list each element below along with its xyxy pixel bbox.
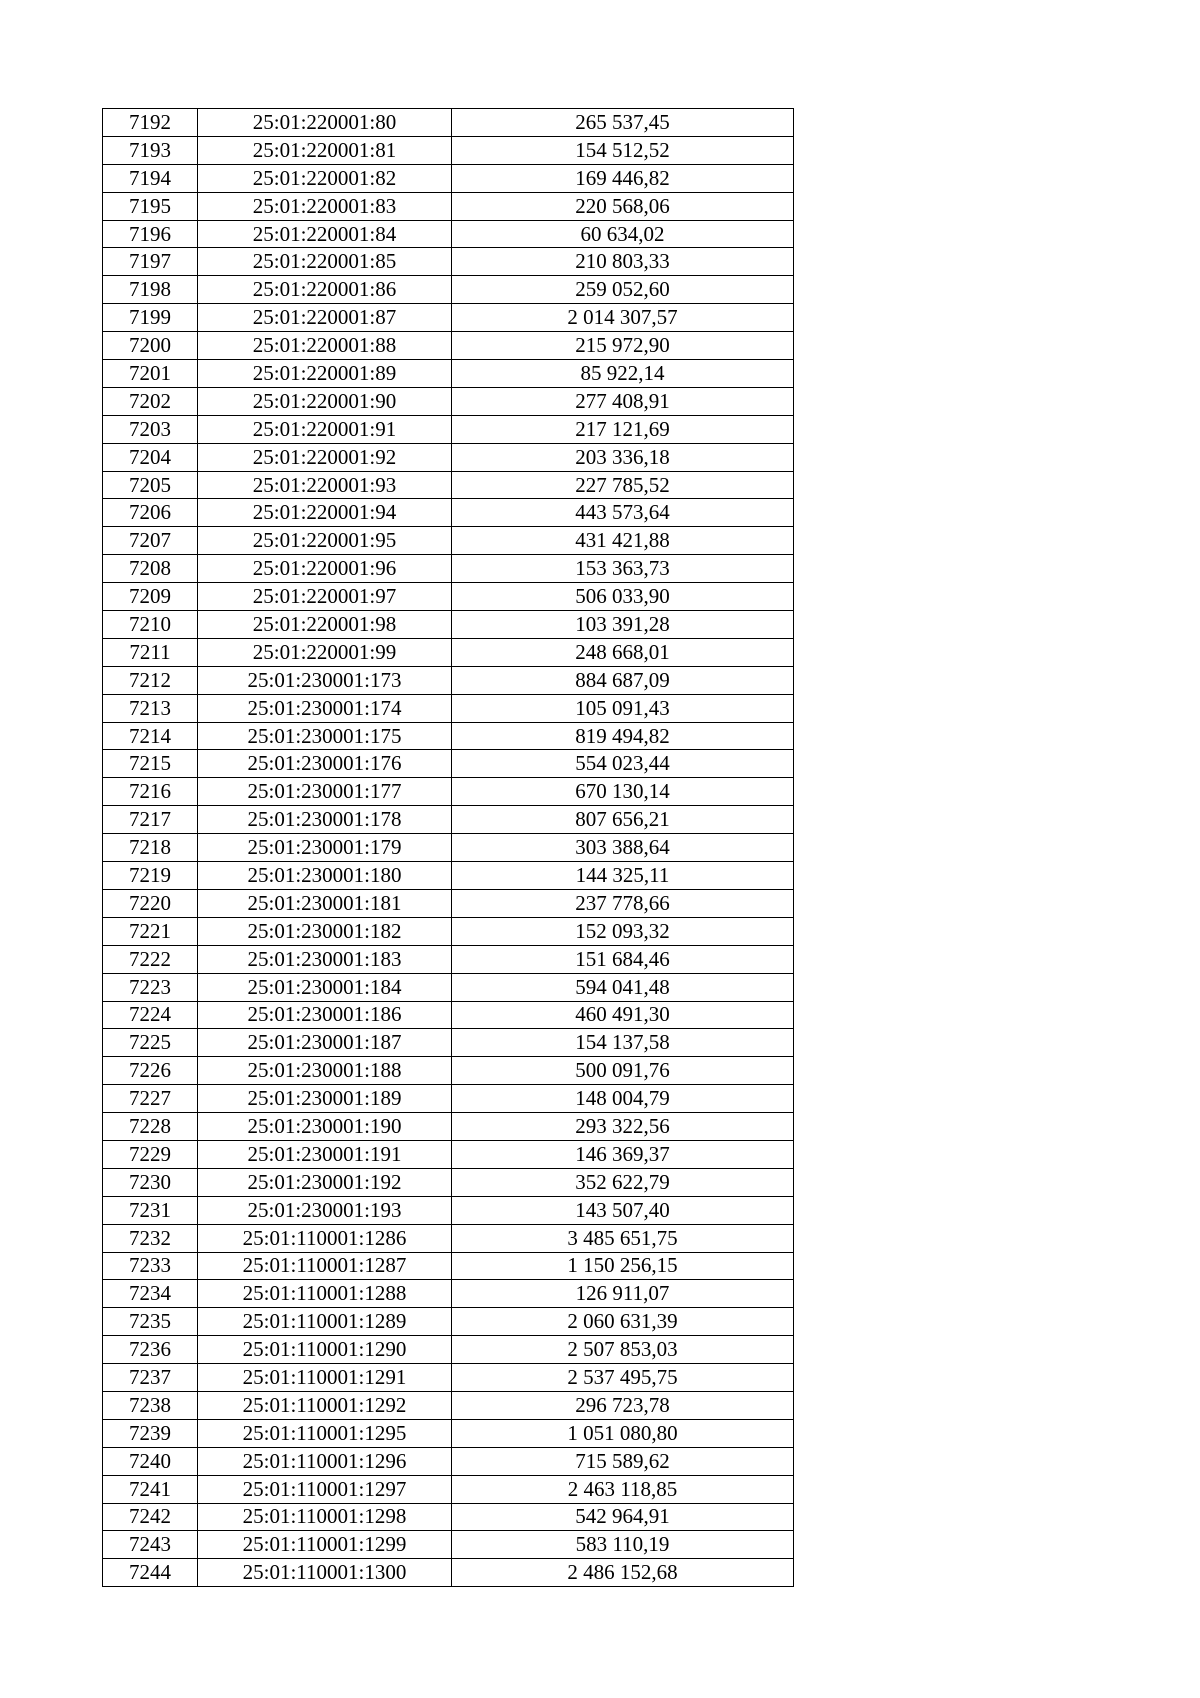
value-cell: 2 463 118,85 bbox=[452, 1475, 794, 1503]
row-number-cell: 7212 bbox=[103, 666, 198, 694]
row-number-cell: 7239 bbox=[103, 1419, 198, 1447]
row-number-cell: 7201 bbox=[103, 360, 198, 388]
cadastral-number-cell: 25:01:220001:83 bbox=[198, 192, 452, 220]
table-row bbox=[103, 164, 794, 192]
value-cell: 169 446,82 bbox=[452, 164, 794, 192]
cadastral-value-table bbox=[102, 108, 794, 1587]
value-cell: 583 110,19 bbox=[452, 1531, 794, 1559]
cadastral-number-cell: 25:01:230001:191 bbox=[198, 1140, 452, 1168]
table-row bbox=[103, 1224, 794, 1252]
value-cell: 594 041,48 bbox=[452, 973, 794, 1001]
row-number-cell: 7196 bbox=[103, 220, 198, 248]
value-cell: 259 052,60 bbox=[452, 276, 794, 304]
row-number-cell: 7204 bbox=[103, 443, 198, 471]
value-cell: 506 033,90 bbox=[452, 583, 794, 611]
value-cell: 460 491,30 bbox=[452, 1001, 794, 1029]
value-cell: 884 687,09 bbox=[452, 666, 794, 694]
row-number-cell: 7205 bbox=[103, 471, 198, 499]
cadastral-number-cell: 25:01:230001:190 bbox=[198, 1113, 452, 1141]
cadastral-number-cell: 25:01:110001:1286 bbox=[198, 1224, 452, 1252]
cadastral-number-cell: 25:01:220001:93 bbox=[198, 471, 452, 499]
cadastral-number-cell: 25:01:220001:90 bbox=[198, 387, 452, 415]
cadastral-number-cell: 25:01:220001:98 bbox=[198, 611, 452, 639]
cadastral-number-cell: 25:01:220001:82 bbox=[198, 164, 452, 192]
table-row bbox=[103, 304, 794, 332]
cadastral-number-cell: 25:01:220001:91 bbox=[198, 415, 452, 443]
value-cell: 1 051 080,80 bbox=[452, 1419, 794, 1447]
table-row bbox=[103, 1447, 794, 1475]
row-number-cell: 7209 bbox=[103, 583, 198, 611]
row-number-cell: 7232 bbox=[103, 1224, 198, 1252]
table-row bbox=[103, 1029, 794, 1057]
value-cell: 296 723,78 bbox=[452, 1391, 794, 1419]
cadastral-number-cell: 25:01:230001:186 bbox=[198, 1001, 452, 1029]
cadastral-number-cell: 25:01:230001:181 bbox=[198, 889, 452, 917]
table-row bbox=[103, 1196, 794, 1224]
cadastral-number-cell: 25:01:220001:97 bbox=[198, 583, 452, 611]
value-cell: 217 121,69 bbox=[452, 415, 794, 443]
value-cell: 303 388,64 bbox=[452, 834, 794, 862]
table-row bbox=[103, 1280, 794, 1308]
value-cell: 148 004,79 bbox=[452, 1085, 794, 1113]
cadastral-number-cell: 25:01:220001:89 bbox=[198, 360, 452, 388]
row-number-cell: 7234 bbox=[103, 1280, 198, 1308]
value-cell: 265 537,45 bbox=[452, 109, 794, 137]
cadastral-number-cell: 25:01:220001:99 bbox=[198, 638, 452, 666]
row-number-cell: 7227 bbox=[103, 1085, 198, 1113]
value-cell: 151 684,46 bbox=[452, 945, 794, 973]
table-row bbox=[103, 1085, 794, 1113]
cadastral-number-cell: 25:01:110001:1291 bbox=[198, 1364, 452, 1392]
cadastral-number-cell: 25:01:220001:81 bbox=[198, 136, 452, 164]
table-row bbox=[103, 1531, 794, 1559]
table-row bbox=[103, 471, 794, 499]
cadastral-number-cell: 25:01:230001:178 bbox=[198, 806, 452, 834]
value-cell: 60 634,02 bbox=[452, 220, 794, 248]
table-row bbox=[103, 1168, 794, 1196]
row-number-cell: 7236 bbox=[103, 1336, 198, 1364]
row-number-cell: 7218 bbox=[103, 834, 198, 862]
value-cell: 126 911,07 bbox=[452, 1280, 794, 1308]
table-row bbox=[103, 889, 794, 917]
cadastral-number-cell: 25:01:230001:192 bbox=[198, 1168, 452, 1196]
table-row bbox=[103, 611, 794, 639]
value-cell: 144 325,11 bbox=[452, 862, 794, 890]
value-cell: 153 363,73 bbox=[452, 555, 794, 583]
table-row bbox=[103, 973, 794, 1001]
value-cell: 807 656,21 bbox=[452, 806, 794, 834]
cadastral-number-cell: 25:01:110001:1295 bbox=[198, 1419, 452, 1447]
cadastral-number-cell: 25:01:110001:1298 bbox=[198, 1503, 452, 1531]
cadastral-number-cell: 25:01:220001:80 bbox=[198, 109, 452, 137]
cadastral-number-cell: 25:01:230001:189 bbox=[198, 1085, 452, 1113]
cadastral-number-cell: 25:01:230001:177 bbox=[198, 778, 452, 806]
row-number-cell: 7195 bbox=[103, 192, 198, 220]
table-row bbox=[103, 1475, 794, 1503]
value-cell: 152 093,32 bbox=[452, 917, 794, 945]
table-row bbox=[103, 945, 794, 973]
cadastral-number-cell: 25:01:220001:92 bbox=[198, 443, 452, 471]
table-row bbox=[103, 583, 794, 611]
row-number-cell: 7215 bbox=[103, 750, 198, 778]
value-cell: 2 014 307,57 bbox=[452, 304, 794, 332]
value-cell: 352 622,79 bbox=[452, 1168, 794, 1196]
cadastral-number-cell: 25:01:230001:179 bbox=[198, 834, 452, 862]
row-number-cell: 7235 bbox=[103, 1308, 198, 1336]
cadastral-number-cell: 25:01:230001:183 bbox=[198, 945, 452, 973]
table-row bbox=[103, 1057, 794, 1085]
table-row bbox=[103, 1391, 794, 1419]
row-number-cell: 7194 bbox=[103, 164, 198, 192]
row-number-cell: 7213 bbox=[103, 694, 198, 722]
value-cell: 542 964,91 bbox=[452, 1503, 794, 1531]
row-number-cell: 7193 bbox=[103, 136, 198, 164]
value-cell: 443 573,64 bbox=[452, 499, 794, 527]
table-row bbox=[103, 694, 794, 722]
table-row bbox=[103, 443, 794, 471]
cadastral-number-cell: 25:01:230001:175 bbox=[198, 722, 452, 750]
value-cell: 103 391,28 bbox=[452, 611, 794, 639]
cadastral-number-cell: 25:01:110001:1300 bbox=[198, 1559, 452, 1587]
table-row bbox=[103, 527, 794, 555]
cadastral-number-cell: 25:01:230001:187 bbox=[198, 1029, 452, 1057]
table-row bbox=[103, 248, 794, 276]
cadastral-number-cell: 25:01:110001:1296 bbox=[198, 1447, 452, 1475]
cadastral-number-cell: 25:01:110001:1290 bbox=[198, 1336, 452, 1364]
value-cell: 819 494,82 bbox=[452, 722, 794, 750]
value-cell: 670 130,14 bbox=[452, 778, 794, 806]
table-row bbox=[103, 555, 794, 583]
cadastral-number-cell: 25:01:230001:174 bbox=[198, 694, 452, 722]
value-cell: 154 137,58 bbox=[452, 1029, 794, 1057]
row-number-cell: 7226 bbox=[103, 1057, 198, 1085]
value-cell: 215 972,90 bbox=[452, 332, 794, 360]
row-number-cell: 7220 bbox=[103, 889, 198, 917]
cadastral-number-cell: 25:01:230001:180 bbox=[198, 862, 452, 890]
row-number-cell: 7224 bbox=[103, 1001, 198, 1029]
cadastral-number-cell: 25:01:230001:184 bbox=[198, 973, 452, 1001]
table-row bbox=[103, 192, 794, 220]
table-row bbox=[103, 220, 794, 248]
cadastral-number-cell: 25:01:230001:182 bbox=[198, 917, 452, 945]
row-number-cell: 7223 bbox=[103, 973, 198, 1001]
cadastral-number-cell: 25:01:230001:173 bbox=[198, 666, 452, 694]
value-cell: 2 486 152,68 bbox=[452, 1559, 794, 1587]
cadastral-number-cell: 25:01:110001:1289 bbox=[198, 1308, 452, 1336]
row-number-cell: 7242 bbox=[103, 1503, 198, 1531]
table-row bbox=[103, 778, 794, 806]
table-row bbox=[103, 1559, 794, 1587]
row-number-cell: 7225 bbox=[103, 1029, 198, 1057]
table-row bbox=[103, 276, 794, 304]
cadastral-number-cell: 25:01:220001:95 bbox=[198, 527, 452, 555]
row-number-cell: 7211 bbox=[103, 638, 198, 666]
value-cell: 1 150 256,15 bbox=[452, 1252, 794, 1280]
table-row bbox=[103, 862, 794, 890]
row-number-cell: 7229 bbox=[103, 1140, 198, 1168]
value-cell: 2 060 631,39 bbox=[452, 1308, 794, 1336]
table-body bbox=[103, 109, 794, 1587]
row-number-cell: 7210 bbox=[103, 611, 198, 639]
row-number-cell: 7208 bbox=[103, 555, 198, 583]
cadastral-number-cell: 25:01:230001:193 bbox=[198, 1196, 452, 1224]
table-row bbox=[103, 1252, 794, 1280]
value-cell: 500 091,76 bbox=[452, 1057, 794, 1085]
cadastral-number-cell: 25:01:110001:1299 bbox=[198, 1531, 452, 1559]
table-row bbox=[103, 360, 794, 388]
table-row bbox=[103, 1364, 794, 1392]
row-number-cell: 7197 bbox=[103, 248, 198, 276]
value-cell: 143 507,40 bbox=[452, 1196, 794, 1224]
row-number-cell: 7217 bbox=[103, 806, 198, 834]
row-number-cell: 7238 bbox=[103, 1391, 198, 1419]
value-cell: 210 803,33 bbox=[452, 248, 794, 276]
value-cell: 220 568,06 bbox=[452, 192, 794, 220]
row-number-cell: 7233 bbox=[103, 1252, 198, 1280]
table-row bbox=[103, 750, 794, 778]
cadastral-number-cell: 25:01:220001:87 bbox=[198, 304, 452, 332]
cadastral-number-cell: 25:01:220001:94 bbox=[198, 499, 452, 527]
table-row bbox=[103, 387, 794, 415]
value-cell: 715 589,62 bbox=[452, 1447, 794, 1475]
row-number-cell: 7241 bbox=[103, 1475, 198, 1503]
cadastral-number-cell: 25:01:110001:1288 bbox=[198, 1280, 452, 1308]
value-cell: 3 485 651,75 bbox=[452, 1224, 794, 1252]
cadastral-number-cell: 25:01:220001:84 bbox=[198, 220, 452, 248]
row-number-cell: 7231 bbox=[103, 1196, 198, 1224]
value-cell: 277 408,91 bbox=[452, 387, 794, 415]
row-number-cell: 7198 bbox=[103, 276, 198, 304]
cadastral-number-cell: 25:01:110001:1297 bbox=[198, 1475, 452, 1503]
cadastral-number-cell: 25:01:220001:96 bbox=[198, 555, 452, 583]
row-number-cell: 7192 bbox=[103, 109, 198, 137]
value-cell: 431 421,88 bbox=[452, 527, 794, 555]
table-row bbox=[103, 1308, 794, 1336]
value-cell: 293 322,56 bbox=[452, 1113, 794, 1141]
row-number-cell: 7219 bbox=[103, 862, 198, 890]
cadastral-number-cell: 25:01:220001:85 bbox=[198, 248, 452, 276]
row-number-cell: 7214 bbox=[103, 722, 198, 750]
table-row bbox=[103, 834, 794, 862]
value-cell: 2 507 853,03 bbox=[452, 1336, 794, 1364]
value-cell: 105 091,43 bbox=[452, 694, 794, 722]
row-number-cell: 7237 bbox=[103, 1364, 198, 1392]
value-cell: 227 785,52 bbox=[452, 471, 794, 499]
row-number-cell: 7240 bbox=[103, 1447, 198, 1475]
value-cell: 154 512,52 bbox=[452, 136, 794, 164]
value-cell: 146 369,37 bbox=[452, 1140, 794, 1168]
row-number-cell: 7202 bbox=[103, 387, 198, 415]
table-row bbox=[103, 1140, 794, 1168]
row-number-cell: 7243 bbox=[103, 1531, 198, 1559]
value-cell: 554 023,44 bbox=[452, 750, 794, 778]
value-cell: 248 668,01 bbox=[452, 638, 794, 666]
row-number-cell: 7206 bbox=[103, 499, 198, 527]
value-cell: 2 537 495,75 bbox=[452, 1364, 794, 1392]
table-row bbox=[103, 1113, 794, 1141]
table-row bbox=[103, 806, 794, 834]
cadastral-number-cell: 25:01:230001:176 bbox=[198, 750, 452, 778]
cadastral-number-cell: 25:01:220001:86 bbox=[198, 276, 452, 304]
table-row bbox=[103, 666, 794, 694]
table-row bbox=[103, 917, 794, 945]
value-cell: 85 922,14 bbox=[452, 360, 794, 388]
row-number-cell: 7230 bbox=[103, 1168, 198, 1196]
cadastral-number-cell: 25:01:230001:188 bbox=[198, 1057, 452, 1085]
table-row bbox=[103, 1419, 794, 1447]
cadastral-number-cell: 25:01:110001:1292 bbox=[198, 1391, 452, 1419]
table-row bbox=[103, 332, 794, 360]
cadastral-number-cell: 25:01:110001:1287 bbox=[198, 1252, 452, 1280]
table-row bbox=[103, 109, 794, 137]
row-number-cell: 7207 bbox=[103, 527, 198, 555]
row-number-cell: 7221 bbox=[103, 917, 198, 945]
value-cell: 237 778,66 bbox=[452, 889, 794, 917]
row-number-cell: 7216 bbox=[103, 778, 198, 806]
row-number-cell: 7244 bbox=[103, 1559, 198, 1587]
table-row bbox=[103, 1001, 794, 1029]
row-number-cell: 7200 bbox=[103, 332, 198, 360]
table-row bbox=[103, 415, 794, 443]
row-number-cell: 7203 bbox=[103, 415, 198, 443]
row-number-cell: 7222 bbox=[103, 945, 198, 973]
table-row bbox=[103, 1503, 794, 1531]
cadastral-number-cell: 25:01:220001:88 bbox=[198, 332, 452, 360]
table-row bbox=[103, 136, 794, 164]
table-row bbox=[103, 722, 794, 750]
table-row bbox=[103, 638, 794, 666]
row-number-cell: 7228 bbox=[103, 1113, 198, 1141]
table-row bbox=[103, 499, 794, 527]
row-number-cell: 7199 bbox=[103, 304, 198, 332]
value-cell: 203 336,18 bbox=[452, 443, 794, 471]
table-row bbox=[103, 1336, 794, 1364]
